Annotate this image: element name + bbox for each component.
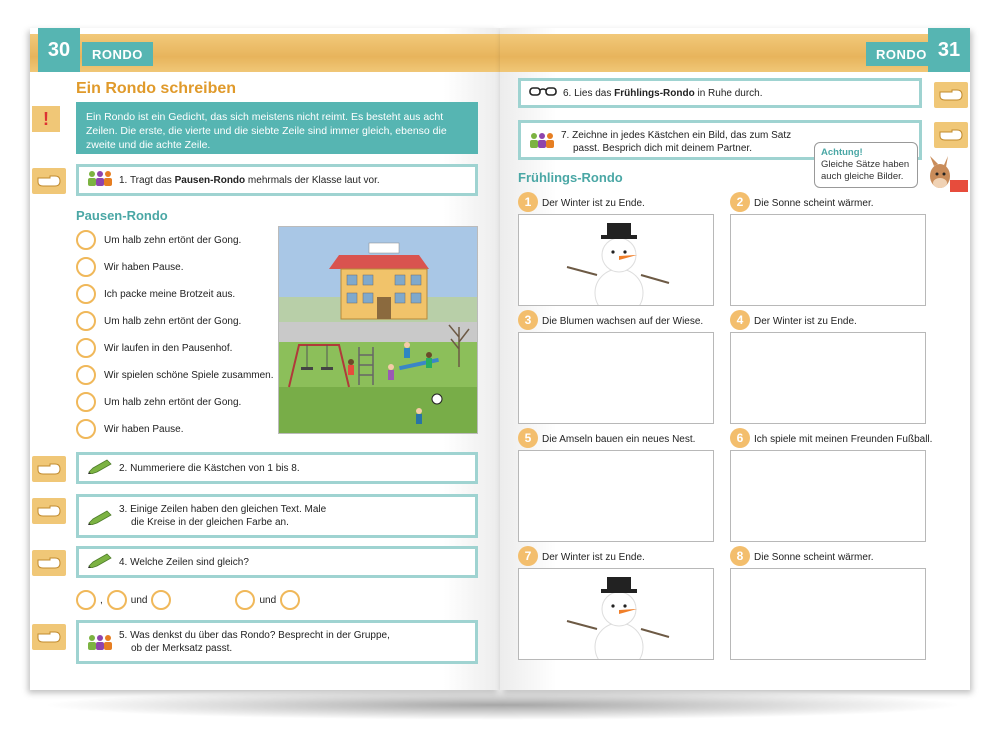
answer-circle[interactable] <box>76 365 96 385</box>
poem-line-8: Wir haben Pause. <box>76 419 184 439</box>
page-number: 30 <box>38 28 80 72</box>
frame-sentence: Der Winter ist zu Ende. <box>542 552 645 563</box>
poem-line-7: Um halb zehn ertönt der Gong. <box>76 392 241 412</box>
task-4-box <box>76 546 478 578</box>
poem-line-1: Um halb zehn ertönt der Gong. <box>76 230 241 250</box>
poem-title: Pausen-Rondo <box>76 208 168 223</box>
right-page <box>500 28 970 690</box>
task-2-text: 2. Nummeriere die Kästchen von 1 bis 8. <box>119 462 300 474</box>
left-page <box>30 28 500 690</box>
answer-circle[interactable] <box>76 338 96 358</box>
pencil-icon <box>87 509 113 529</box>
group-icon <box>87 169 113 191</box>
exclamation-icon: ! <box>32 106 60 132</box>
hand-pointer-icon <box>32 624 66 650</box>
drawing-frame-5[interactable] <box>518 450 714 542</box>
group-icon <box>87 633 113 655</box>
hand-pointer-icon <box>32 498 66 524</box>
frame-number-badge: 4 <box>730 310 750 330</box>
task-4-answer-row: , und und <box>76 590 304 610</box>
answer-circle[interactable] <box>107 590 127 610</box>
frame-number-badge: 8 <box>730 546 750 566</box>
drawing-frame-3[interactable] <box>518 332 714 424</box>
answer-circle[interactable] <box>76 590 96 610</box>
frame-sentence: Der Winter ist zu Ende. <box>542 198 645 209</box>
frame-number-badge: 2 <box>730 192 750 212</box>
frame-number-badge: 3 <box>518 310 538 330</box>
pencil-icon <box>87 552 113 572</box>
answer-circle[interactable] <box>76 257 96 277</box>
task-4-text: 4. Welche Zeilen sind gleich? <box>119 556 249 568</box>
frame-sentence: Die Amseln bauen ein neues Nest. <box>542 434 696 445</box>
hand-pointer-icon <box>934 122 968 148</box>
task-6-box <box>518 78 922 108</box>
hand-pointer-icon <box>32 168 66 194</box>
frame-number-badge: 7 <box>518 546 538 566</box>
frame-sentence: Die Blumen wachsen auf der Wiese. <box>542 316 704 327</box>
task-7-text: 7. Zeichne in jedes Kästchen ein Bild, das zum Satz passt. Besprich dich mit deinem Partner. <box>561 130 792 154</box>
poem-line-3: Ich packe meine Brotzeit aus. <box>76 284 235 304</box>
section-tag: RONDO <box>866 42 937 66</box>
task-6-text: 6. Lies das Frühlings-Rondo in Ruhe durch. <box>563 87 763 99</box>
page-number: 31 <box>928 28 970 72</box>
poem-line-6: Wir spielen schöne Spiele zusammen. <box>76 365 274 385</box>
poem-title: Frühlings-Rondo <box>518 170 623 185</box>
frame-sentence: Die Sonne scheint wärmer. <box>754 198 874 209</box>
frame-sentence: Die Sonne scheint wärmer. <box>754 552 874 563</box>
frame-sentence: Der Winter ist zu Ende. <box>754 316 857 327</box>
rule-info-box: Ein Rondo ist ein Gedicht, das sich meistens nicht reimt. Es besteht aus acht Zeilen. Die erste, die vierte und die siebte Zeile sind immer gleich, ebenso die zweite und die achte Zeile. <box>76 102 478 154</box>
hand-pointer-icon <box>934 82 968 108</box>
page-title: Ein Rondo schreiben <box>76 80 237 97</box>
frame-number-badge: 6 <box>730 428 750 448</box>
snowman-drawing <box>519 569 714 660</box>
hand-pointer-icon <box>32 456 66 482</box>
answer-circle[interactable] <box>76 311 96 331</box>
answer-circle[interactable] <box>151 590 171 610</box>
task-5-box <box>76 620 478 664</box>
task-1-box <box>76 164 478 196</box>
section-tag: RONDO <box>82 42 153 66</box>
drawing-frame-6[interactable] <box>730 450 926 542</box>
drawing-frame-7[interactable] <box>518 568 714 660</box>
frame-sentence: Ich spiele mit meinen Freunden Fußball. <box>754 434 933 445</box>
drawing-frame-2[interactable] <box>730 214 926 306</box>
answer-circle[interactable] <box>76 284 96 304</box>
hand-pointer-icon <box>32 550 66 576</box>
drawing-frame-4[interactable] <box>730 332 926 424</box>
answer-circle[interactable] <box>76 230 96 250</box>
task-1-text: 1. Tragt das Pausen-Rondo mehrmals der Klasse laut vor. <box>119 174 380 186</box>
drawing-frame-8[interactable] <box>730 568 926 660</box>
glasses-icon <box>529 85 557 101</box>
snowman-drawing <box>519 215 714 306</box>
book-shadow <box>40 690 965 720</box>
task-5-text: 5. Was denkst du über das Rondo? Besprecht in der Gruppe, ob der Merksatz passt. <box>119 630 390 654</box>
schoolyard-illustration <box>278 226 478 434</box>
answer-circle[interactable] <box>76 392 96 412</box>
attention-callout: Achtung! Gleiche Sätze haben auch gleiche Bilder. <box>814 142 918 188</box>
task-2-box <box>76 452 478 484</box>
answer-circle[interactable] <box>280 590 300 610</box>
donkey-mascot <box>924 156 968 194</box>
pencil-icon <box>87 458 113 478</box>
poem-line-2: Wir haben Pause. <box>76 257 184 277</box>
answer-circle[interactable] <box>235 590 255 610</box>
task-3-text: 3. Einige Zeilen haben den gleichen Text. Male die Kreise in der gleichen Farbe an. <box>119 504 327 528</box>
frame-number-badge: 1 <box>518 192 538 212</box>
drawing-frame-1[interactable] <box>518 214 714 306</box>
frame-number-badge: 5 <box>518 428 538 448</box>
group-icon <box>529 131 555 153</box>
task-3-box <box>76 494 478 538</box>
answer-circle[interactable] <box>76 419 96 439</box>
poem-line-4: Um halb zehn ertönt der Gong. <box>76 311 241 331</box>
poem-line-5: Wir laufen in den Pausenhof. <box>76 338 232 358</box>
